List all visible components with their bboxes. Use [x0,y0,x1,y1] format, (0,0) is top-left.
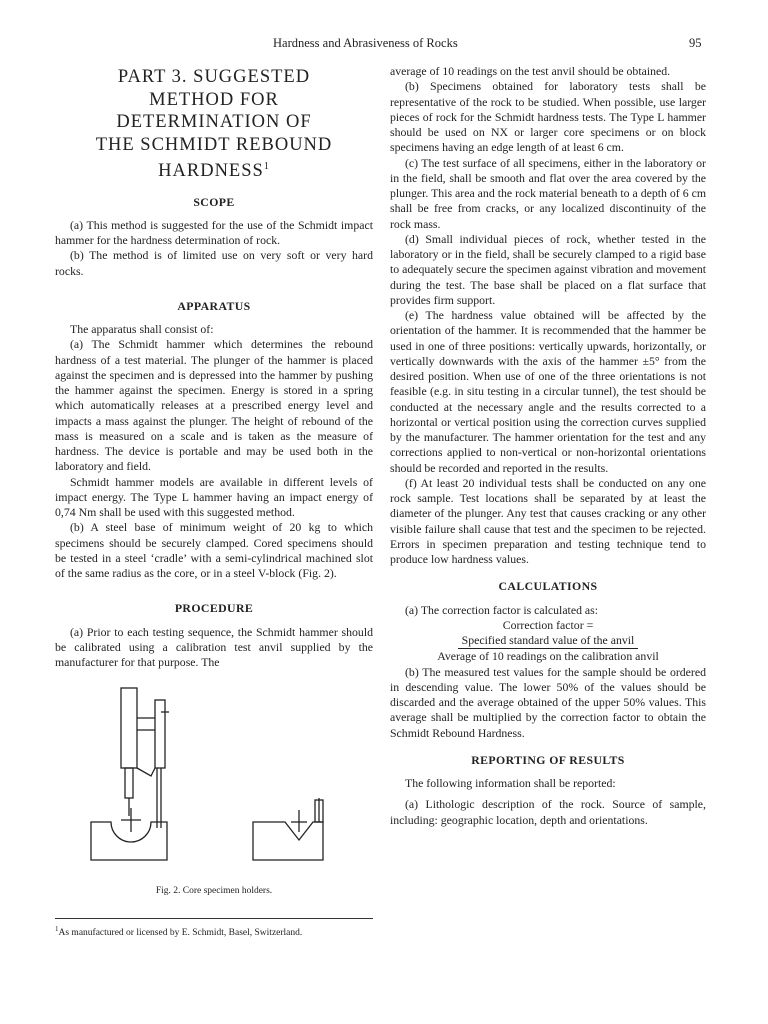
apparatus-paragraph-b: (b) A steel base of minimum weight of 20 kg to which specimens should be securely clamped. Cored specimens should be tested in a steel ‘cradle’ with a semi-cylindrical machined slot of the same radius as the core, or in a steel V-block (Fig. 2). [55,520,373,581]
cradle-block [91,822,167,860]
core-holders-drawing [55,682,373,872]
scope-heading: SCOPE [193,194,235,209]
stand-post [155,700,165,768]
calculations-paragraph-a: (a) The correction factor is calculated as: [405,602,599,617]
correction-factor-formula [390,618,706,665]
reporting-intro: The following information shall be reported: [405,776,616,790]
footnote-rule [55,918,373,919]
page-header [0,36,768,54]
procedure-paragraph-d: (d) Small individual pieces of rock, whether tested in the laboratory or in the field, shall be securely clamped to a rigid base to adequately secure the specimen against vibration and movement during the test. The base shall be placed on a flat surface that provides firm support. [390,231,706,307]
part-title [55,64,373,183]
core-holders-figure [55,682,373,882]
formula-numerator: Specified standard value of the anvil [458,633,639,649]
footnote-text: As manufactured or licensed by E. Schmidt, Basel, Switzerland. [58,927,303,938]
procedure-paragraph-b: (b) Specimens obtained for laboratory tests shall be representative of the rock to be studied. When possible, use larger pieces of rock for the Schmidt hardness tests. The Type L hammer should be used on NX or larger core specimens or on block specimens having an edge length of at least 6 cm. [390,79,706,155]
hammer-body [121,688,137,768]
figure-caption: Fig. 2. Core specimen holders. [155,886,273,897]
apparatus-intro: The apparatus shall consist of: [70,322,214,337]
apparatus-heading: APPARATUS [177,298,251,313]
title-line: THE SCHMIDT REBOUND [95,134,333,155]
title-line: DETERMINATION OF [116,112,312,132]
running-title: Hardness and Abrasiveness of Rocks [273,36,458,50]
procedure-continuation: average of 10 readings on the test anvil should be obtained. [390,64,671,78]
reporting-heading: REPORTING OF RESULTS [471,752,625,767]
apparatus-paragraph-a: (a) The Schmidt hammer which determines the rebound hardness of a test material. The plunger of the hammer is placed against the specimen and is depressed into the hammer by pushing the hammer against the specimen. Energy is stored in a spring which automatically releases at a prescribed energy level and impacts a mass against the plunger. The height of rebound of the mass is measured on a scale and is taken as the measure of hardness. The device is portable and may be used both in the laboratory and field. [55,337,373,474]
page-number: 95 [689,36,702,50]
title-line: METHOD FOR [149,89,279,110]
footnote [55,923,373,939]
procedure-paragraph-f: (f) At least 20 individual tests shall be conducted on any one rock sample. Test locations shall be separated by at least the diameter of the plunger. Any test that causes cracking or any other visible failure shall cause that test and the specimen to be rejected. Errors in specimen preparation and testing technique tend to produce low hardness values. [390,475,706,566]
footnote-mark: 1 [55,924,59,933]
right-column [390,64,706,828]
calculations-paragraph-b: (b) The measured test values for the sample should be ordered in descending value. The lower 50% of the values should be discarded and the average obtained of the upper 50% values. This average shall be multiplied by the correction factor to obtain the Schmidt Rebound Hardness. [390,664,706,740]
procedure-paragraph-c: (c) The test surface of all specimens, either in the laboratory or in the field, shall be smooth and flat over the area covered by the plunger. This area and the rock material beneath to a depth of 6 cm shall be free from cracks, or any localized discontinuity of the rock mass. [390,155,706,231]
scope-paragraph-a: (a) This method is suggested for the use of the Schmidt impact hammer for the hardness determination of rock. [55,217,373,248]
title-footnote-mark: 1 [263,161,270,172]
procedure-paragraph-e: (e) The hardness value obtained will be affected by the orientation of the hammer. It is recommended that the hammer be used in one of three positions: vertically upwards, horizontally, or vertically downwards with the axis of the hammer ±5° from the desired position. When use of one of the three orientations is not feasible (e.g. in situ testing in a circular tunnel), the test should be conducted at the necessary angle and the results corrected to a horizontal or vertical position using the correction curves supplied by the manufacturer. The hammer orientation for the test and any corrections applied to non-vertical or non-horizontal orientations should be recorded and reported in the results. [390,308,706,475]
title-line: HARDNESS$^1$ [158,161,270,182]
left-column [55,64,373,939]
formula-label: Correction factor = [502,617,594,632]
calculations-heading: CALCULATIONS [498,579,598,594]
apparatus-paragraph-models: Schmidt hammer models are available in different levels of impact energy. The Type L hammer having an impact energy of 0,74 Nm shall be used with this suggested method. [55,474,373,520]
procedure-paragraph-a: (a) Prior to each testing sequence, the Schmidt hammer should be calibrated using a calibration test anvil supplied by the manufacturer for that purpose. The [55,624,373,670]
formula-denominator: Average of 10 readings on the calibration anvil [437,649,659,664]
scope-paragraph-b: (b) The method is of limited use on very soft or very hard rocks. [55,248,373,278]
title-line: PART 3. SUGGESTED [117,67,311,87]
v-block [253,822,323,860]
hammer-plunger [125,768,133,798]
reporting-paragraph-a: (a) Lithologic description of the rock. Source of sample, including: geographic location, depth and orientations. [390,797,706,827]
procedure-heading: PROCEDURE [174,601,254,616]
